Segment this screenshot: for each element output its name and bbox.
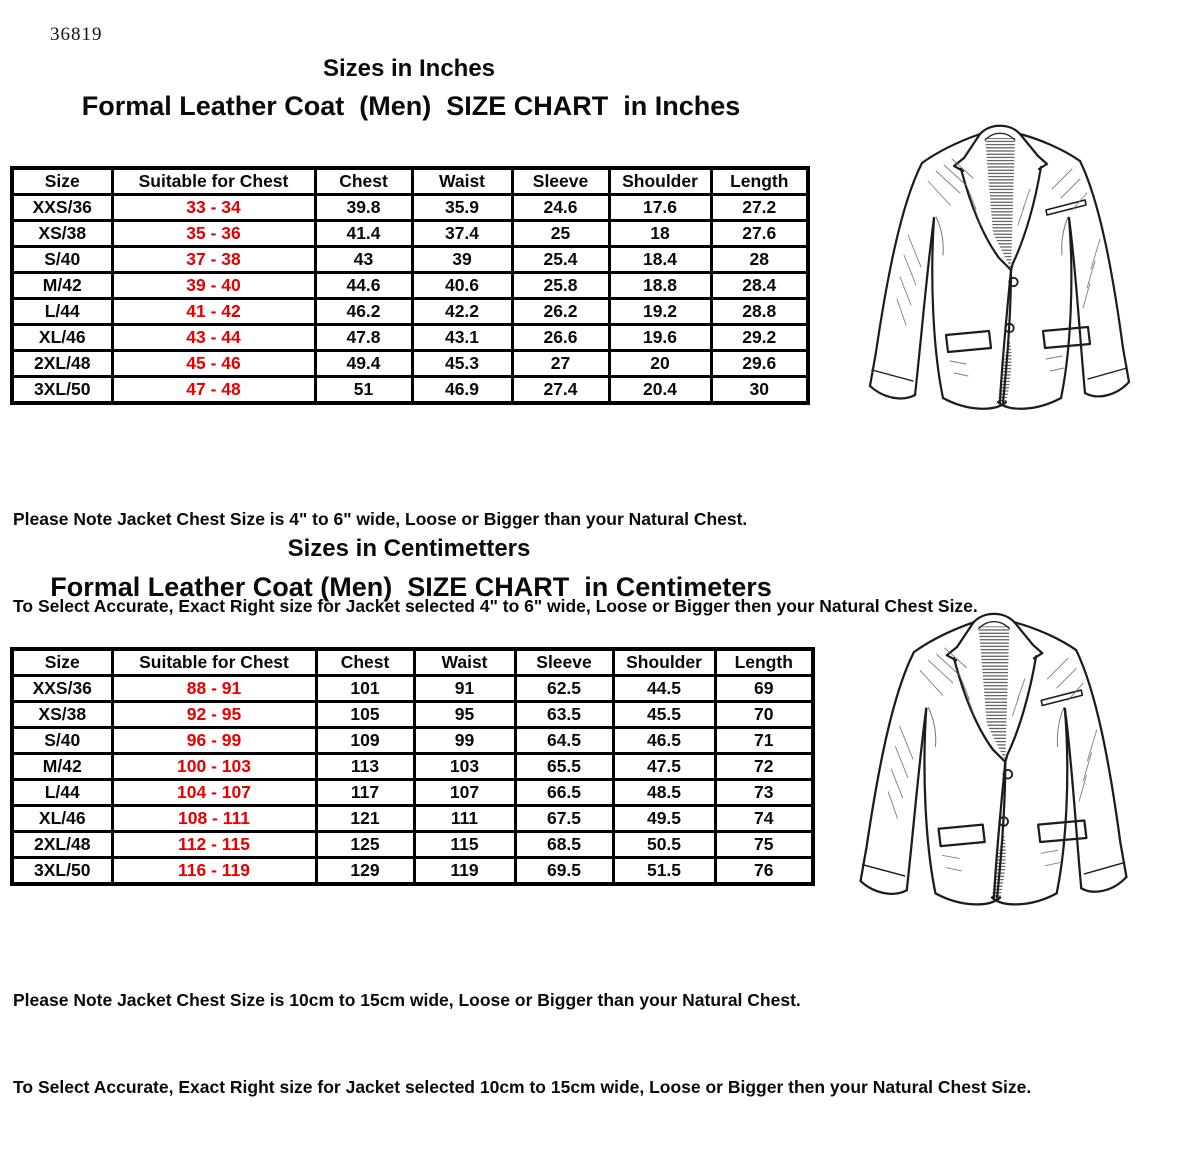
waist-cell: 37.4	[412, 221, 512, 247]
shoulder-cell: 20	[609, 351, 711, 377]
shoulder-cell: 45.5	[613, 702, 715, 728]
table-row	[12, 780, 813, 806]
suitable-for-chest-cell: 100 - 103	[112, 754, 316, 780]
length-cell: 29.6	[711, 351, 808, 377]
waist-cell: 103	[414, 754, 515, 780]
shoulder-cell: 47.5	[613, 754, 715, 780]
waist-cell: 39	[412, 247, 512, 273]
size-cell: XS/38	[12, 221, 112, 247]
size-cell: L/44	[12, 299, 112, 325]
size-cell: 3XL/50	[12, 858, 112, 885]
waist-cell: 43.1	[412, 325, 512, 351]
suitable-for-chest-cell: 88 - 91	[112, 676, 316, 702]
waist-cell: 40.6	[412, 273, 512, 299]
table-row	[12, 195, 808, 221]
column-header: Shoulder	[609, 168, 711, 195]
shoulder-cell: 17.6	[609, 195, 711, 221]
sleeve-cell: 25.8	[512, 273, 609, 299]
column-header: Sleeve	[515, 649, 613, 676]
sleeve-cell: 69.5	[515, 858, 613, 885]
table-row	[12, 325, 808, 351]
chest-cell: 121	[316, 806, 414, 832]
chest-cell: 39.8	[315, 195, 412, 221]
suitable-for-chest-cell: 96 - 99	[112, 728, 316, 754]
waist-cell: 99	[414, 728, 515, 754]
waist-cell: 115	[414, 832, 515, 858]
chest-cell: 109	[316, 728, 414, 754]
shoulder-cell: 19.2	[609, 299, 711, 325]
length-cell: 28.4	[711, 273, 808, 299]
table-row	[12, 351, 808, 377]
suitable-for-chest-cell: 47 - 48	[112, 377, 315, 404]
table-row	[12, 806, 813, 832]
size-cell: XL/46	[12, 806, 112, 832]
suitable-for-chest-cell: 33 - 34	[112, 195, 315, 221]
chest-cell: 51	[315, 377, 412, 404]
waist-cell: 46.9	[412, 377, 512, 404]
suitable-for-chest-cell: 45 - 46	[112, 351, 315, 377]
chest-cell: 125	[316, 832, 414, 858]
length-cell: 28	[711, 247, 808, 273]
waist-cell: 45.3	[412, 351, 512, 377]
size-cell: XXS/36	[12, 195, 112, 221]
length-cell: 70	[715, 702, 813, 728]
suitable-for-chest-cell: 37 - 38	[112, 247, 315, 273]
shoulder-cell: 48.5	[613, 780, 715, 806]
cm-section-title: Formal Leather Coat (Men) SIZE CHART in Centimeters	[50, 572, 772, 602]
suitable-for-chest-cell: 41 - 42	[112, 299, 315, 325]
length-cell: 29.2	[711, 325, 808, 351]
table-row	[12, 858, 813, 885]
size-cell: 2XL/48	[12, 832, 112, 858]
sleeve-cell: 27	[512, 351, 609, 377]
chest-cell: 44.6	[315, 273, 412, 299]
cm-notes	[13, 928, 1031, 1160]
table-row	[12, 676, 813, 702]
sleeve-cell: 62.5	[515, 676, 613, 702]
table-row	[12, 221, 808, 247]
sleeve-cell: 27.4	[512, 377, 609, 404]
shoulder-cell: 44.5	[613, 676, 715, 702]
suitable-for-chest-cell: 108 - 111	[112, 806, 316, 832]
cm-table-header-row	[12, 649, 813, 676]
suitable-for-chest-cell: 104 - 107	[112, 780, 316, 806]
length-cell: 30	[711, 377, 808, 404]
length-cell: 27.2	[711, 195, 808, 221]
waist-cell: 95	[414, 702, 515, 728]
cm-section-subtitle: Sizes in Centimetters	[287, 535, 531, 562]
sleeve-cell: 67.5	[515, 806, 613, 832]
sleeve-cell: 65.5	[515, 754, 613, 780]
size-cell: 2XL/48	[12, 351, 112, 377]
note-line: To Select Accurate, Exact Right size for Jacket selected 4" to 6" wide, Loose or Bigger then your Natural Chest Size.	[13, 596, 978, 616]
waist-cell: 91	[414, 676, 515, 702]
chest-cell: 113	[316, 754, 414, 780]
note-line: Please Note Jacket Chest Size is 4" to 6" wide, Loose or Bigger than your Natural Chest.	[13, 509, 748, 529]
inches-size-table	[10, 166, 810, 405]
shoulder-cell: 18.4	[609, 247, 711, 273]
length-cell: 73	[715, 780, 813, 806]
length-cell: 74	[715, 806, 813, 832]
size-cell: M/42	[12, 273, 112, 299]
sleeve-cell: 63.5	[515, 702, 613, 728]
sleeve-cell: 26.2	[512, 299, 609, 325]
jacket-illustration	[850, 110, 1150, 432]
chest-cell: 117	[316, 780, 414, 806]
shoulder-cell: 51.5	[613, 858, 715, 885]
size-cell: 3XL/50	[12, 377, 112, 404]
chest-cell: 41.4	[315, 221, 412, 247]
length-cell: 71	[715, 728, 813, 754]
chest-cell: 43	[315, 247, 412, 273]
note-line: Please Note Jacket Chest Size is 10cm to 15cm wide, Loose or Bigger than your Natural Chest.	[13, 990, 801, 1010]
column-header: Sleeve	[512, 168, 609, 195]
column-header: Shoulder	[613, 649, 715, 676]
table-row	[12, 247, 808, 273]
waist-cell: 111	[414, 806, 515, 832]
column-header: Size	[12, 649, 112, 676]
column-header: Suitable for Chest	[112, 649, 316, 676]
doc-number: 36819	[50, 24, 103, 45]
size-cell: M/42	[12, 754, 112, 780]
column-header: Waist	[414, 649, 515, 676]
chest-cell: 105	[316, 702, 414, 728]
column-header: Length	[711, 168, 808, 195]
table-row	[12, 273, 808, 299]
jacket-illustration	[840, 598, 1148, 928]
sleeve-cell: 68.5	[515, 832, 613, 858]
length-cell: 72	[715, 754, 813, 780]
length-cell: 69	[715, 676, 813, 702]
length-cell: 76	[715, 858, 813, 885]
suitable-for-chest-cell: 112 - 115	[112, 832, 316, 858]
suitable-for-chest-cell: 43 - 44	[112, 325, 315, 351]
waist-cell: 119	[414, 858, 515, 885]
sleeve-cell: 24.6	[512, 195, 609, 221]
chest-cell: 47.8	[315, 325, 412, 351]
sleeve-cell: 66.5	[515, 780, 613, 806]
inches-table-header-row	[12, 168, 808, 195]
shoulder-cell: 18.8	[609, 273, 711, 299]
length-cell: 27.6	[711, 221, 808, 247]
column-header: Chest	[315, 168, 412, 195]
length-cell: 28.8	[711, 299, 808, 325]
shoulder-cell: 46.5	[613, 728, 715, 754]
table-row	[12, 754, 813, 780]
chest-cell: 49.4	[315, 351, 412, 377]
shoulder-cell: 18	[609, 221, 711, 247]
size-cell: XXS/36	[12, 676, 112, 702]
table-row	[12, 832, 813, 858]
table-row	[12, 377, 808, 404]
length-cell: 75	[715, 832, 813, 858]
chest-cell: 101	[316, 676, 414, 702]
shoulder-cell: 50.5	[613, 832, 715, 858]
size-cell: L/44	[12, 780, 112, 806]
waist-cell: 35.9	[412, 195, 512, 221]
cm-size-table	[10, 647, 815, 886]
waist-cell: 42.2	[412, 299, 512, 325]
chest-cell: 129	[316, 858, 414, 885]
suitable-for-chest-cell: 116 - 119	[112, 858, 316, 885]
sleeve-cell: 64.5	[515, 728, 613, 754]
waist-cell: 107	[414, 780, 515, 806]
size-cell: XS/38	[12, 702, 112, 728]
inches-section-subtitle: Sizes in Inches	[322, 55, 496, 82]
inches-section-title: Formal Leather Coat (Men) SIZE CHART in Inches	[81, 91, 741, 121]
column-header: Chest	[316, 649, 414, 676]
size-cell: S/40	[12, 728, 112, 754]
suitable-for-chest-cell: 92 - 95	[112, 702, 316, 728]
column-header: Length	[715, 649, 813, 676]
chest-cell: 46.2	[315, 299, 412, 325]
column-header: Waist	[412, 168, 512, 195]
shoulder-cell: 20.4	[609, 377, 711, 404]
column-header: Size	[12, 168, 112, 195]
table-row	[12, 728, 813, 754]
sleeve-cell: 25	[512, 221, 609, 247]
suitable-for-chest-cell: 39 - 40	[112, 273, 315, 299]
shoulder-cell: 19.6	[609, 325, 711, 351]
note-line: To Select Accurate, Exact Right size for Jacket selected 10cm to 15cm wide, Loose or Bigger then your Natural Chest Size.	[13, 1077, 1032, 1097]
table-row	[12, 299, 808, 325]
size-cell: S/40	[12, 247, 112, 273]
table-row	[12, 702, 813, 728]
column-header: Suitable for Chest	[112, 168, 315, 195]
sleeve-cell: 25.4	[512, 247, 609, 273]
inches-notes	[13, 447, 978, 679]
shoulder-cell: 49.5	[613, 806, 715, 832]
sleeve-cell: 26.6	[512, 325, 609, 351]
suitable-for-chest-cell: 35 - 36	[112, 221, 315, 247]
size-cell: XL/46	[12, 325, 112, 351]
